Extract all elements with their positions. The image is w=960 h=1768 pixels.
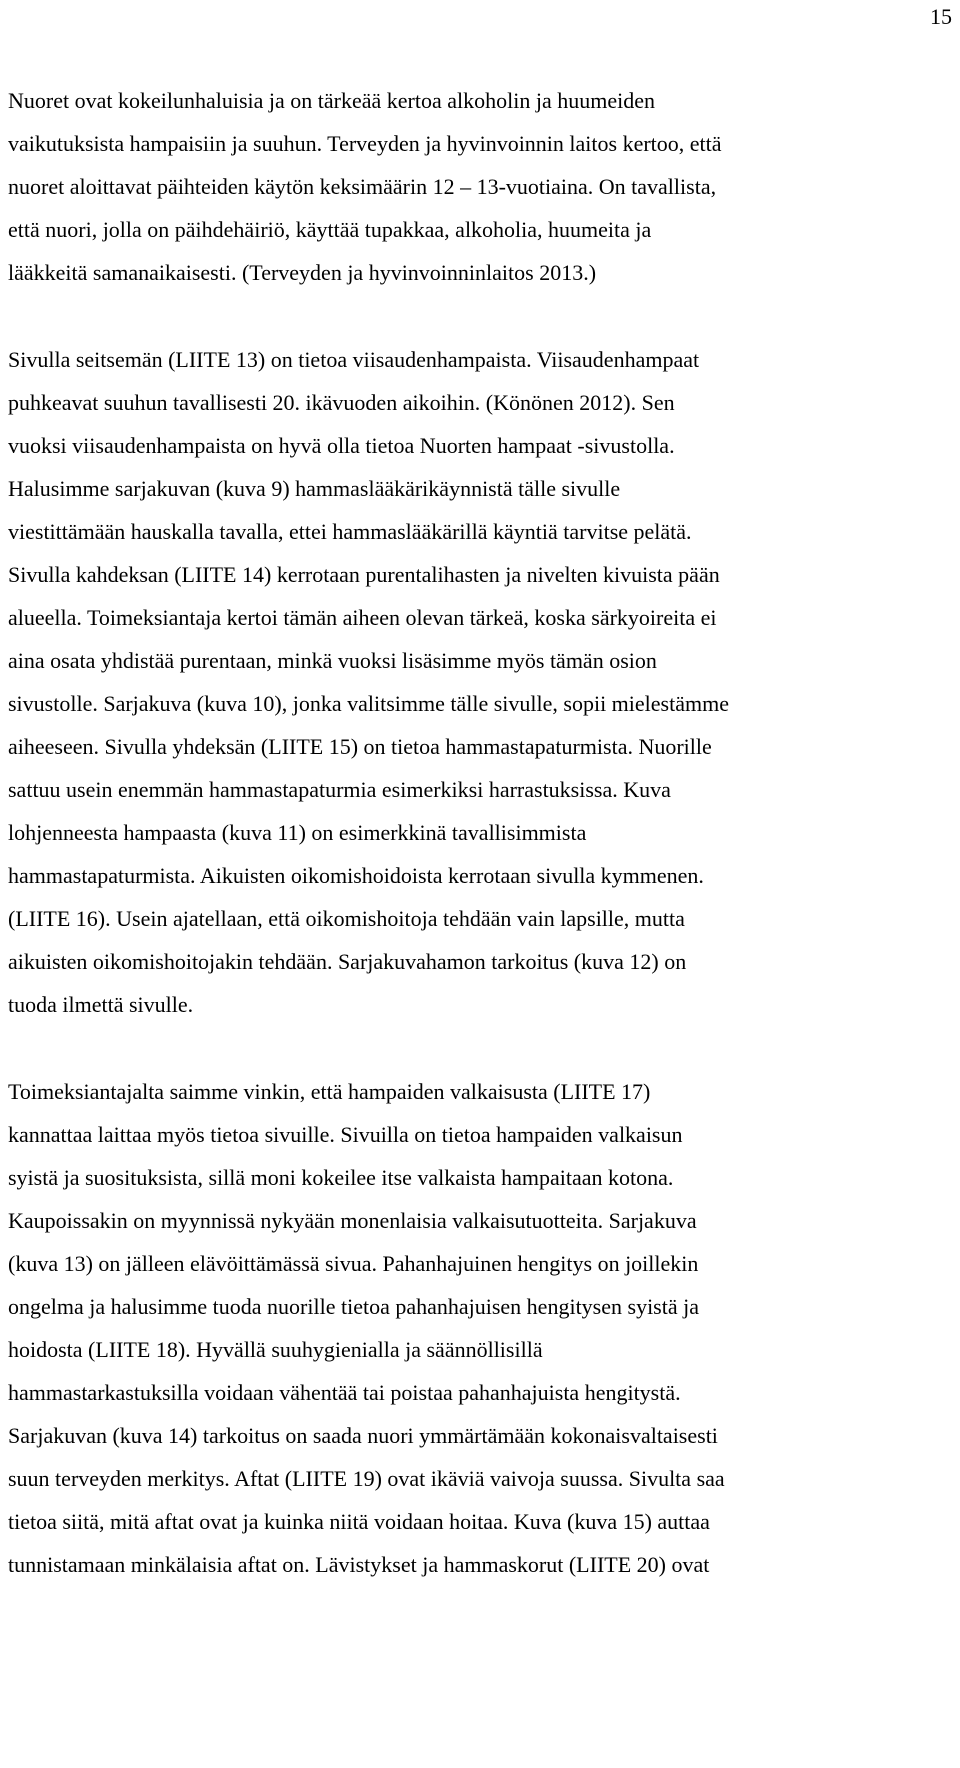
text-line: viestittämään hauskalla tavalla, ettei hammaslääkärillä käyntiä tarvitse pelätä. bbox=[8, 519, 692, 544]
text-line: Sivulla kahdeksan (LIITE 14) kerrotaan purentalihasten ja nivelten kivuista pään bbox=[8, 562, 720, 587]
text-line: Nuoret ovat kokeilunhaluisia ja on tärkeää kertoa alkoholin ja huumeiden bbox=[8, 88, 655, 113]
text-line: syistä ja suosituksista, sillä moni kokeilee itse valkaista hampaitaan kotona. bbox=[8, 1165, 674, 1190]
text-line: Sarjakuvan (kuva 14) tarkoitus on saada nuori ymmärtämään kokonaisvaltaisesti bbox=[8, 1423, 718, 1448]
text-line: ongelma ja halusimme tuoda nuorille tietoa pahanhajuisen hengitysen syistä ja bbox=[8, 1294, 699, 1319]
text-line: hammastapaturmista. Aikuisten oikomishoidoista kerrotaan sivulla kymmenen. bbox=[8, 863, 704, 888]
text-line: kannattaa laittaa myös tietoa sivuille. Sivuilla on tietoa hampaiden valkaisun bbox=[8, 1122, 683, 1147]
text-line: suun terveyden merkitys. Aftat (LIITE 19) ovat ikäviä vaivoja suussa. Sivulta saa bbox=[8, 1466, 725, 1491]
paragraph-gap bbox=[8, 294, 938, 338]
text-line: sivustolle. Sarjakuva (kuva 10), jonka valitsimme tälle sivulle, sopii mielestämme bbox=[8, 691, 729, 716]
paragraph-1 bbox=[8, 79, 938, 294]
text-line: lääkkeitä samanaikaisesti. (Terveyden ja hyvinvoinninlaitos 2013.) bbox=[8, 260, 597, 285]
text-line: hoidosta (LIITE 18). Hyvällä suuhygienialla ja säännöllisillä bbox=[8, 1337, 543, 1362]
page-number: 15 bbox=[930, 4, 952, 29]
text-line: vaikutuksista hampaisiin ja suuhun. Terveyden ja hyvinvoinnin laitos kertoo, että bbox=[8, 131, 722, 156]
text-line: aina osata yhdistää purentaan, minkä vuoksi lisäsimme myös tämän osion bbox=[8, 648, 657, 673]
text-line: sattuu usein enemmän hammastapaturmia esimerkiksi harrastuksissa. Kuva bbox=[8, 777, 671, 802]
text-line: alueella. Toimeksiantaja kertoi tämän aiheen olevan tärkeä, koska särkyoireita ei bbox=[8, 605, 717, 630]
text-line: Sivulla seitsemän (LIITE 13) on tietoa viisaudenhampaista. Viisaudenhampaat bbox=[8, 347, 700, 372]
text-line: lohjenneesta hampaasta (kuva 11) on esimerkkinä tavallisimmista bbox=[8, 820, 587, 845]
text-line: nuoret aloittavat päihteiden käytön keksimäärin 12 – 13-vuotiaina. On tavallista, bbox=[8, 174, 717, 199]
document-body bbox=[8, 79, 938, 1586]
text-line: Halusimme sarjakuvan (kuva 9) hammaslääkärikäynnistä tälle sivulle bbox=[8, 476, 621, 501]
text-line: hammastarkastuksilla voidaan vähentää tai poistaa pahanhajuista hengitystä. bbox=[8, 1380, 681, 1405]
text-line: Kaupoissakin on myynnissä nykyään monenlaisia valkaisutuotteita. Sarjakuva bbox=[8, 1208, 697, 1233]
paragraph-3 bbox=[8, 1070, 938, 1586]
text-line: tietoa siitä, mitä aftat ovat ja kuinka niitä voidaan hoitaa. Kuva (kuva 15) auttaa bbox=[8, 1509, 710, 1534]
text-line: (kuva 13) on jälleen elävöittämässä sivua. Pahanhajuinen hengitys on joillekin bbox=[8, 1251, 699, 1276]
paragraph-2 bbox=[8, 338, 938, 1026]
text-line: (LIITE 16). Usein ajatellaan, että oikomishoitoja tehdään vain lapsille, mutta bbox=[8, 906, 685, 931]
text-line: että nuori, jolla on päihdehäiriö, käyttää tupakkaa, alkoholia, huumeita ja bbox=[8, 217, 652, 242]
text-line: aiheeseen. Sivulla yhdeksän (LIITE 15) on tietoa hammastapaturmista. Nuorille bbox=[8, 734, 712, 759]
text-line: Toimeksiantajalta saimme vinkin, että hampaiden valkaisusta (LIITE 17) bbox=[8, 1079, 651, 1104]
text-line: tunnistamaan minkälaisia aftat on. Lävistykset ja hammaskorut (LIITE 20) ovat bbox=[8, 1552, 710, 1577]
text-line: aikuisten oikomishoitojakin tehdään. Sarjakuvahamon tarkoitus (kuva 12) on bbox=[8, 949, 687, 974]
paragraph-gap bbox=[8, 1026, 938, 1070]
text-line: tuoda ilmettä sivulle. bbox=[8, 992, 194, 1017]
text-line: vuoksi viisaudenhampaista on hyvä olla tietoa Nuorten hampaat -sivustolla. bbox=[8, 433, 675, 458]
text-line: puhkeavat suuhun tavallisesti 20. ikävuoden aikoihin. (Könönen 2012). Sen bbox=[8, 390, 675, 415]
